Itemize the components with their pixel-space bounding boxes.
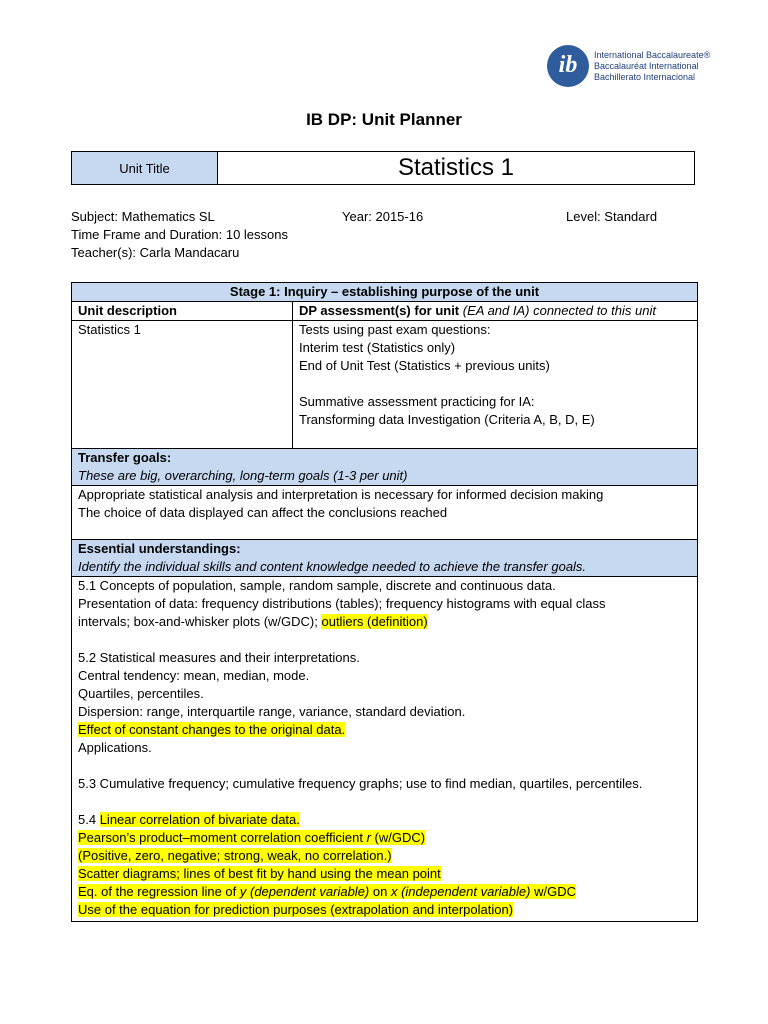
assessment-line: End of Unit Test (Statistics + previous units): [299, 358, 550, 373]
dp-assessment-header-label: DP assessment(s) for unit: [299, 303, 460, 318]
topic-5-1-line: Presentation of data: frequency distributions (tables); frequency histograms with equal class: [78, 596, 606, 611]
topic-5-2-line: Applications.: [78, 740, 152, 755]
unit-title-value: Statistics 1: [397, 154, 515, 181]
topic-5-1-line: [78, 613, 691, 631]
level: Level: Standard: [566, 209, 658, 224]
regression-y: y (dependent variable): [239, 884, 370, 899]
essential-understandings-title: Essential understandings:: [78, 541, 241, 556]
highlight-outliers: outliers (definition): [321, 614, 428, 629]
year: Year: 2015-16: [342, 209, 424, 224]
highlight-regression-line: [78, 884, 576, 899]
logo-line-3: Bachillerato Internacional: [594, 72, 696, 82]
highlight-correlation-types: (Positive, zero, negative; strong, weak, no correlation.): [78, 848, 392, 863]
assessment-line: Interim test (Statistics only): [299, 340, 456, 355]
topic-5-4-line: [78, 901, 691, 919]
topic-5-4-line: [78, 847, 691, 865]
topic-5-4-line: [78, 811, 691, 829]
transfer-goals-header: [72, 449, 698, 486]
topic-5-4-line: [78, 829, 691, 847]
topic-5-1-line: 5.1 Concepts of population, sample, random sample, discrete and continuous data.: [78, 578, 556, 593]
assessment-line: Tests using past exam questions:: [299, 322, 491, 337]
dp-assessment-header: [293, 302, 698, 321]
unit-title-box: [71, 151, 695, 185]
highlight-linear-correlation: Linear correlation of bivariate data.: [99, 812, 300, 827]
highlight-pearson: [78, 830, 425, 845]
subject: Subject: Mathematics SL: [71, 209, 215, 224]
teacher: Teacher(s): Carla Mandacaru: [71, 245, 240, 260]
document-title: IB DP: Unit Planner: [306, 110, 462, 129]
essential-understandings-subtitle: Identify the individual skills and content knowledge needed to achieve the transfer goals.: [78, 559, 587, 574]
dp-assessment-header-note: (EA and IA) connected to this unit: [462, 303, 656, 318]
blank-line: [78, 757, 691, 775]
essential-understandings-header: [72, 540, 698, 577]
essential-understandings-cell: [72, 577, 698, 922]
logo-line-2: Baccalauréat International: [594, 61, 699, 71]
highlight-constant-changes: Effect of constant changes to the original data.: [78, 722, 346, 737]
ib-logo-text: [594, 50, 710, 83]
regression-x: x (independent variable): [390, 884, 531, 899]
topic-5-2-line: Central tendency: mean, median, mode.: [78, 668, 310, 683]
regression-on: on: [372, 884, 388, 899]
topic-5-2-line: [78, 721, 691, 739]
regression-gdc: w/GDC: [534, 884, 576, 899]
logo-line-1: International Baccalaureate®: [594, 50, 711, 60]
transfer-goals-cell: [72, 486, 698, 540]
topic-5-4-line: [78, 865, 691, 883]
assessment-line: Summative assessment practicing for IA:: [299, 394, 535, 409]
topic-5-3-line: 5.3 Cumulative frequency; cumulative frequency graphs; use to find median, quartiles, percentiles.: [78, 776, 643, 791]
time-frame: Time Frame and Duration: 10 lessons: [71, 227, 289, 242]
pearson-gdc: (w/GDC): [374, 830, 426, 845]
blank-line: [78, 631, 691, 649]
topic-5-4-number: 5.4: [78, 812, 97, 827]
transfer-goal: Appropriate statistical analysis and interpretation is necessary for informed decision making: [78, 487, 604, 502]
transfer-goal: The choice of data displayed can affect the conclusions reached: [78, 505, 448, 520]
topic-5-1-text: intervals; box-and-whisker plots (w/GDC);: [78, 614, 318, 629]
topic-5-2-line: Dispersion: range, interquartile range, variance, standard deviation.: [78, 704, 466, 719]
ib-logo: [547, 45, 711, 95]
assessment-line: Transforming data Investigation (Criteria A, B, D, E): [299, 412, 595, 427]
unit-title-label: Unit Title: [72, 152, 218, 184]
topic-5-2-line: 5.2 Statistical measures and their interpretations.: [78, 650, 360, 665]
highlight-scatter-diagrams: Scatter diagrams; lines of best fit by hand using the mean point: [78, 866, 441, 881]
stage1-heading: Stage 1: Inquiry – establishing purpose of the unit: [72, 283, 698, 302]
assessment-line: [299, 375, 691, 393]
blank-line: [78, 793, 691, 811]
unit-description-cell: Statistics 1: [72, 321, 293, 449]
unit-metadata: [71, 208, 695, 262]
topic-5-2-line: Quartiles, percentiles.: [78, 686, 204, 701]
topic-5-4-line: [78, 883, 691, 901]
stage1-table: [71, 282, 698, 922]
highlight-prediction: Use of the equation for prediction purposes (extrapolation and interpolation): [78, 902, 514, 917]
transfer-goals-title: Transfer goals:: [78, 450, 172, 465]
assessment-cell: [293, 321, 698, 449]
ib-logo-icon: ib: [547, 45, 589, 87]
transfer-goals-subtitle: These are big, overarching, long-term goals (1-3 per unit): [78, 468, 408, 483]
regression-text: Eq. of the regression line of: [78, 884, 237, 899]
unit-description-header: Unit description: [72, 302, 293, 321]
pearson-text: Pearson’s product–moment correlation coefficient: [78, 830, 363, 845]
pearson-r: r: [366, 830, 371, 845]
